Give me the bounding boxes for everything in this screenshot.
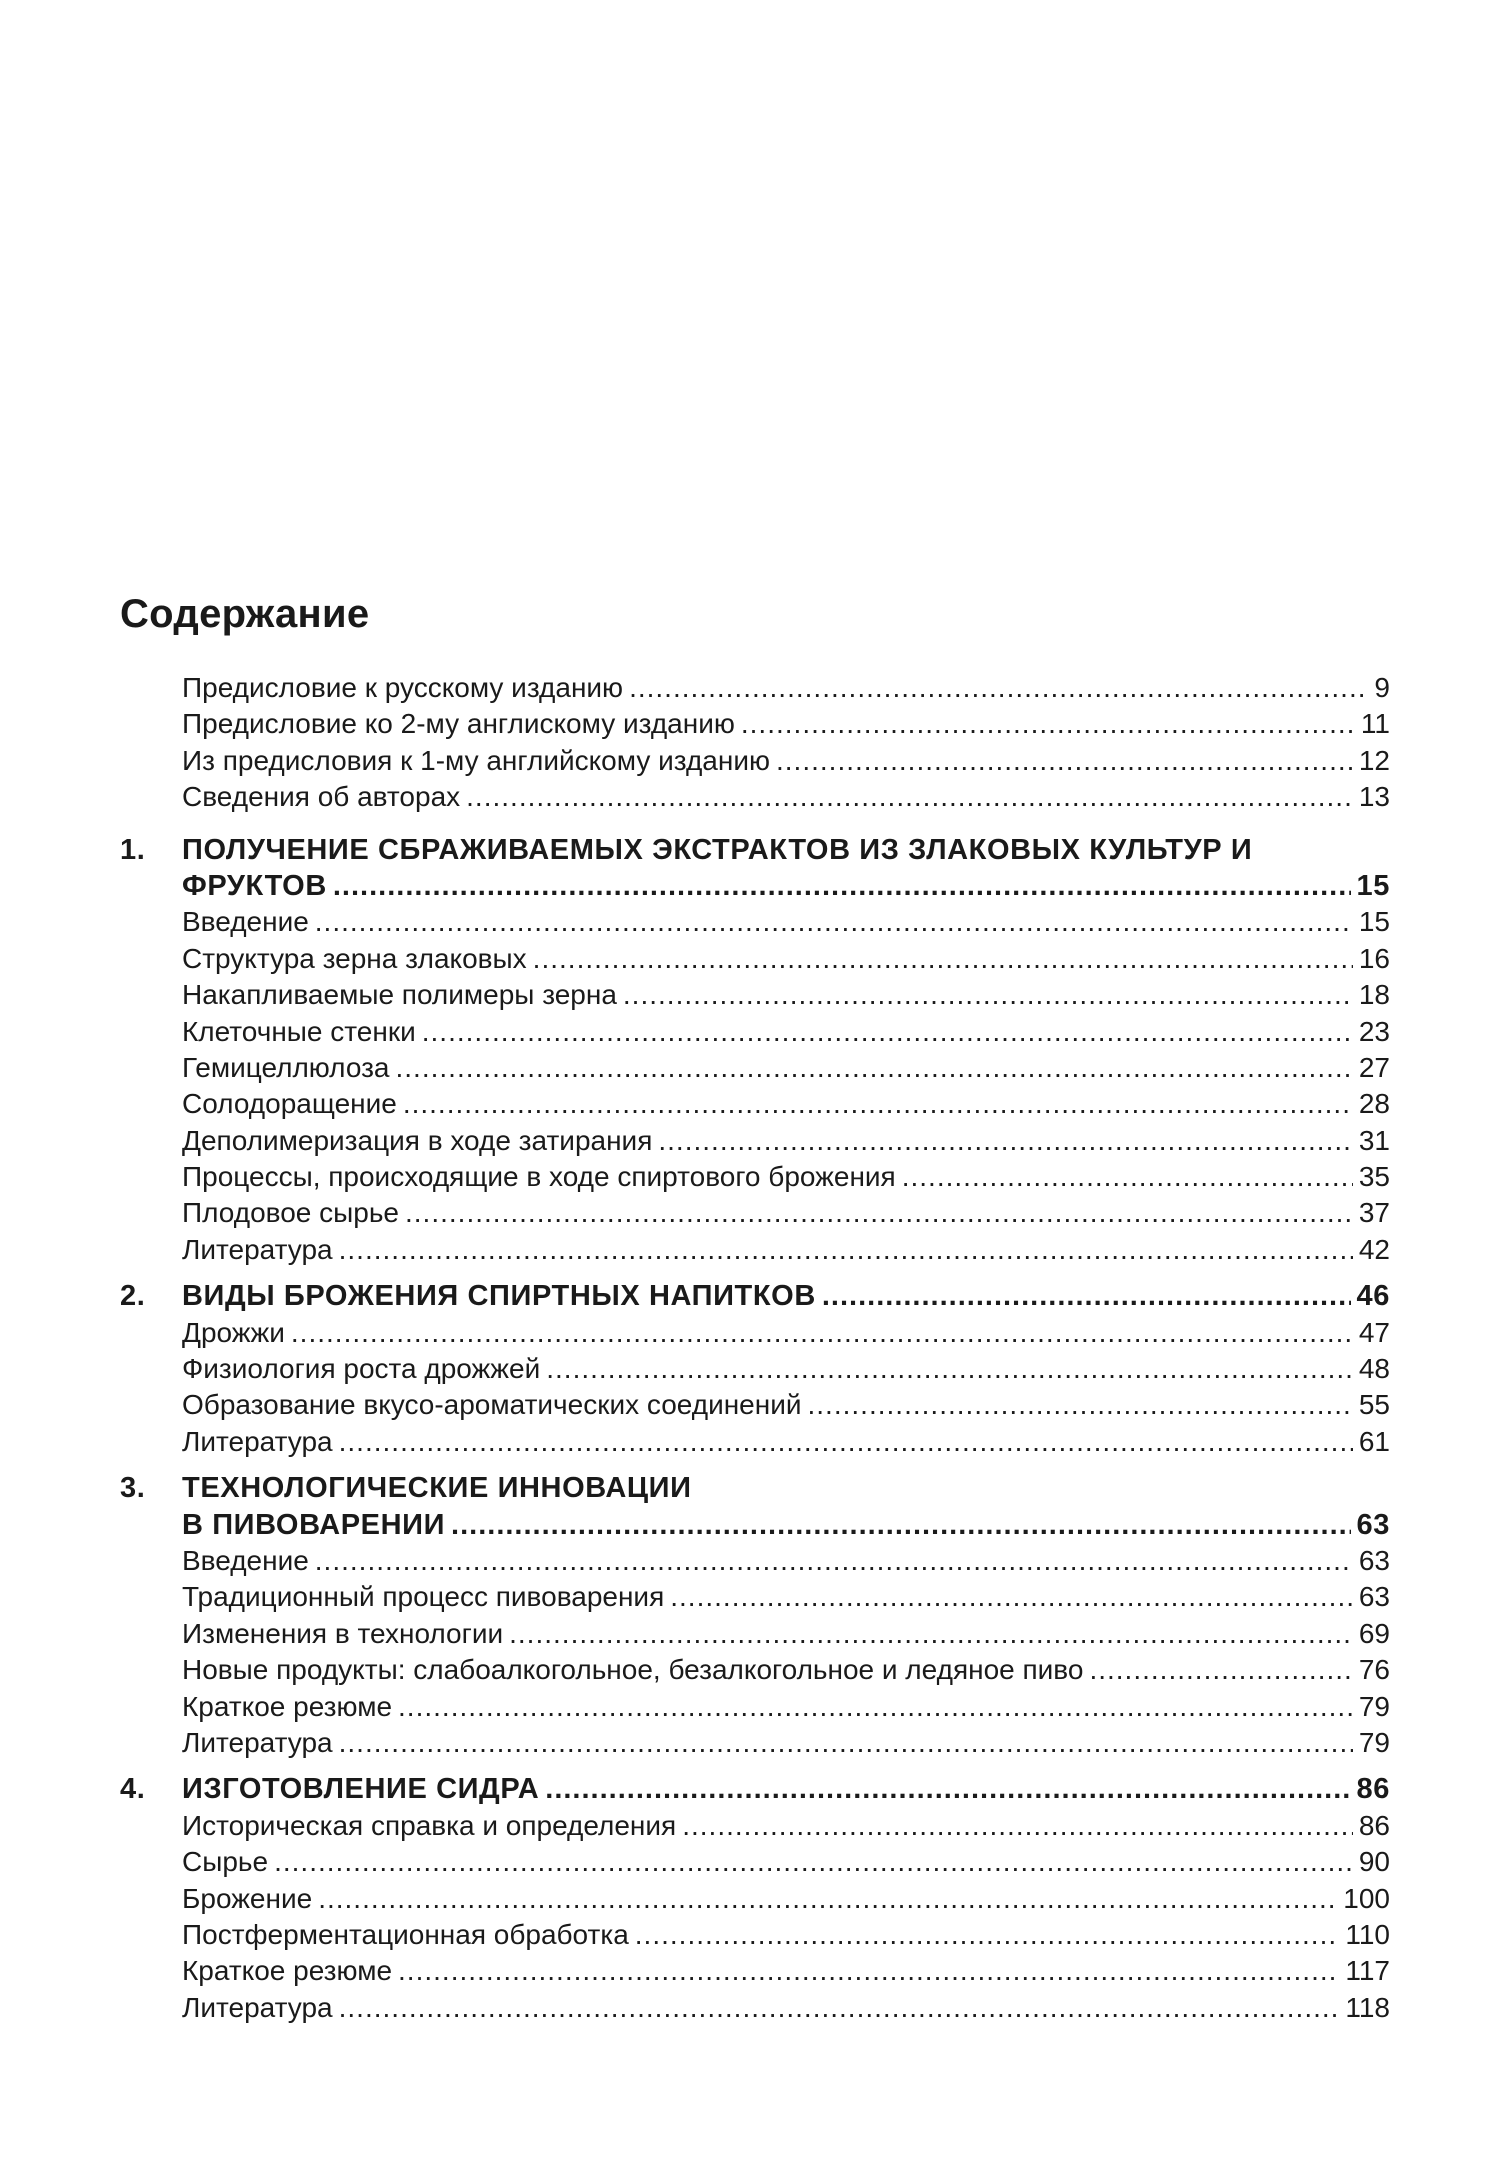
toc-entry-label: Традиционный процесс пивоварения (182, 1581, 665, 1613)
dot-leader (545, 1771, 1350, 1807)
chapter-title-line1: ПОЛУЧЕНИЕ СБРАЖИВАЕМЫХ ЭКСТРАКТОВ ИЗ ЗЛАКОВЫХ КУЛЬТУР И (182, 833, 1253, 866)
dot-leader (741, 706, 1355, 742)
toc-entry-label: Образование вкусо-ароматических соединений (182, 1389, 802, 1421)
toc-entry-page: 110 (1345, 1918, 1390, 1950)
chapter-page: 63 (1356, 1508, 1390, 1541)
toc-entry-page: 13 (1358, 781, 1390, 813)
chapter-page: 46 (1356, 1280, 1390, 1313)
dot-leader (776, 743, 1353, 779)
toc-entry (120, 1953, 1390, 1989)
toc-entry-page: 100 (1343, 1882, 1390, 1914)
toc-entry (120, 1844, 1390, 1880)
dot-leader (339, 1424, 1353, 1460)
toc-entry-page: 61 (1358, 1425, 1390, 1457)
chapter-page: 86 (1356, 1773, 1390, 1806)
toc-entry-label: Литература (182, 1233, 333, 1265)
dot-leader (822, 1278, 1351, 1314)
chapter-heading (120, 832, 1390, 868)
toc-entry (120, 1424, 1390, 1460)
spacer (120, 816, 1390, 832)
toc-entry (120, 1808, 1390, 1844)
dot-leader (658, 1123, 1352, 1159)
toc-entry (120, 1315, 1390, 1351)
toc-entry-label: Предисловие к русскому изданию (182, 672, 624, 703)
toc-entry (120, 977, 1390, 1013)
toc-entry (120, 1543, 1390, 1579)
dot-leader (339, 1725, 1353, 1761)
dot-leader (405, 1195, 1353, 1231)
toc-entry-page: 31 (1358, 1124, 1390, 1156)
dot-leader (635, 1917, 1340, 1953)
dot-leader (1089, 1652, 1352, 1688)
toc-entry-page: 42 (1358, 1233, 1390, 1265)
toc-entry (120, 1050, 1390, 1086)
toc-entry-label: Новые продукты: слабоалкогольное, безалкогольное и ледяное пиво (182, 1654, 1084, 1686)
toc-entry (120, 904, 1390, 940)
toc-entry-page: 118 (1345, 1991, 1390, 2023)
dot-leader (396, 1050, 1353, 1086)
dot-leader (339, 1990, 1340, 2026)
toc-entry-page: 15 (1358, 906, 1390, 938)
chapter-title-line1: ИЗГОТОВЛЕНИЕ СИДРА (182, 1773, 540, 1806)
toc-entry (120, 1990, 1390, 2026)
toc-entry-label: Предисловие ко 2-му англиcкому изданию (182, 708, 735, 740)
dot-leader (466, 779, 1353, 815)
toc-entry-label: Физиология роста дрожжей (182, 1353, 541, 1385)
dot-leader (629, 670, 1368, 706)
dot-leader (546, 1351, 1353, 1387)
toc-entry (120, 1917, 1390, 1953)
chapter-title-line2: ФРУКТОВ (182, 869, 327, 902)
spacer (120, 1761, 1390, 1771)
toc-entry-page: 23 (1358, 1015, 1390, 1047)
toc-entry (120, 1195, 1390, 1231)
chapter-title-line2: В ПИВОВАРЕНИИ (182, 1508, 446, 1541)
toc-entry-label: Литература (182, 1425, 333, 1457)
dot-leader (682, 1808, 1353, 1844)
dot-leader (398, 1953, 1339, 1989)
toc-entry-label: Структура зерна злаковых (182, 942, 527, 974)
toc-entry (120, 1725, 1390, 1761)
toc-entry-page: 76 (1358, 1654, 1390, 1686)
page-title: Содержание (120, 592, 370, 636)
toc-entry (120, 706, 1390, 742)
dot-leader (339, 1232, 1353, 1268)
toc-entry (120, 1232, 1390, 1268)
chapter-number: 2. (120, 1280, 146, 1313)
dot-leader (533, 941, 1353, 977)
toc-entry-page: 9 (1374, 672, 1390, 703)
toc-entry-label: Введение (182, 1544, 309, 1576)
dot-leader (422, 1014, 1353, 1050)
toc-entry-page: 35 (1358, 1161, 1390, 1193)
toc-entry (120, 1881, 1390, 1917)
toc-entry-page: 28 (1358, 1088, 1390, 1120)
dot-leader (670, 1579, 1353, 1615)
toc-entry-page: 86 (1358, 1809, 1390, 1841)
toc-entry-label: Сведения об авторах (182, 781, 461, 813)
toc-entry-page: 11 (1360, 708, 1390, 740)
chapter-title-line1: ВИДЫ БРОЖЕНИЯ СПИРТНЫХ НАПИТКОВ (182, 1280, 816, 1313)
toc-entry-page: 90 (1358, 1846, 1390, 1878)
toc-entry-label: Сырье (182, 1846, 269, 1878)
chapter-heading (120, 1470, 1390, 1506)
toc-entry-label: Краткое резюме (182, 1690, 393, 1722)
toc-entry-page: 16 (1358, 942, 1390, 974)
toc-entry-label: Плодовое сырье (182, 1197, 399, 1229)
chapter-heading (120, 1278, 1390, 1314)
dot-leader (333, 868, 1351, 904)
chapter-number: 4. (120, 1773, 146, 1806)
toc-entry (120, 1159, 1390, 1195)
toc-entry-page: 12 (1358, 744, 1390, 776)
toc-entry (120, 1387, 1390, 1423)
toc-entry (120, 1652, 1390, 1688)
toc-entry-page: 79 (1358, 1726, 1390, 1758)
toc-entry-page: 63 (1358, 1544, 1390, 1576)
dot-leader (274, 1844, 1353, 1880)
toc-entry-label: Изменения в технологии (182, 1617, 504, 1649)
toc-entry (120, 779, 1390, 815)
toc-entry-page: 37 (1358, 1197, 1390, 1229)
toc-entry-label: Солодоращение (182, 1088, 397, 1120)
dot-leader (318, 1881, 1337, 1917)
spacer (120, 1268, 1390, 1278)
toc-entry-label: Литература (182, 1726, 333, 1758)
dot-leader (902, 1159, 1353, 1195)
toc-entry-page: 79 (1358, 1690, 1390, 1722)
toc-entry-label: Введение (182, 906, 309, 938)
toc-entry-label: Гемицеллюлоза (182, 1051, 390, 1083)
toc-entry-label: Историческая справка и определения (182, 1809, 677, 1841)
toc-entry (120, 743, 1390, 779)
dot-leader (315, 1543, 1353, 1579)
toc-entry-page: 69 (1358, 1617, 1390, 1649)
toc-entry-page: 47 (1358, 1316, 1390, 1348)
toc-entry (120, 1086, 1390, 1122)
toc-entry (120, 1014, 1390, 1050)
dot-leader (509, 1616, 1353, 1652)
dot-leader (451, 1507, 1351, 1543)
chapter-heading-cont (120, 1507, 1390, 1543)
dot-leader (808, 1387, 1353, 1423)
toc-entry-label: Из предисловия к 1-му английскому изданию (182, 744, 770, 776)
toc-entry-page: 48 (1358, 1353, 1390, 1385)
toc-entry-page: 18 (1358, 979, 1390, 1011)
chapter-number: 1. (120, 833, 146, 866)
toc-entry-label: Дрожжи (182, 1316, 285, 1348)
dot-leader (291, 1315, 1353, 1351)
dot-leader (403, 1086, 1353, 1122)
toc-entry (120, 941, 1390, 977)
toc-entry-label: Постферментационная обработка (182, 1918, 629, 1950)
toc-entry (120, 670, 1390, 706)
toc-entry-page: 27 (1358, 1051, 1390, 1083)
toc-entry-label: Деполимеризация в ходе затирания (182, 1124, 653, 1156)
dot-leader (623, 977, 1353, 1013)
dot-leader (398, 1689, 1353, 1725)
toc-entry-page: 55 (1358, 1389, 1390, 1421)
dot-leader (315, 904, 1353, 940)
toc-entry-label: Литература (182, 1991, 333, 2023)
toc-entry-label: Процессы, происходящие в ходе спиртового брожения (182, 1161, 896, 1193)
toc-entry-label: Краткое резюме (182, 1955, 393, 1987)
toc-entry (120, 1579, 1390, 1615)
toc-entry-label: Клеточные стенки (182, 1015, 416, 1047)
table-of-contents (120, 670, 1390, 2026)
toc-entry (120, 1616, 1390, 1652)
toc-entry-page: 63 (1358, 1581, 1390, 1613)
toc-entry-page: 117 (1345, 1955, 1390, 1987)
chapter-number: 3. (120, 1472, 146, 1505)
spacer (120, 1460, 1390, 1470)
toc-entry-label: Накапливаемые полимеры зерна (182, 979, 617, 1011)
toc-entry (120, 1689, 1390, 1725)
chapter-title-line1: ТЕХНОЛОГИЧЕСКИЕ ИННОВАЦИИ (182, 1472, 692, 1505)
chapter-page: 15 (1356, 869, 1390, 902)
chapter-heading-cont (120, 868, 1390, 904)
toc-entry (120, 1351, 1390, 1387)
toc-entry (120, 1123, 1390, 1159)
toc-entry-label: Брожение (182, 1882, 313, 1914)
chapter-heading (120, 1771, 1390, 1807)
